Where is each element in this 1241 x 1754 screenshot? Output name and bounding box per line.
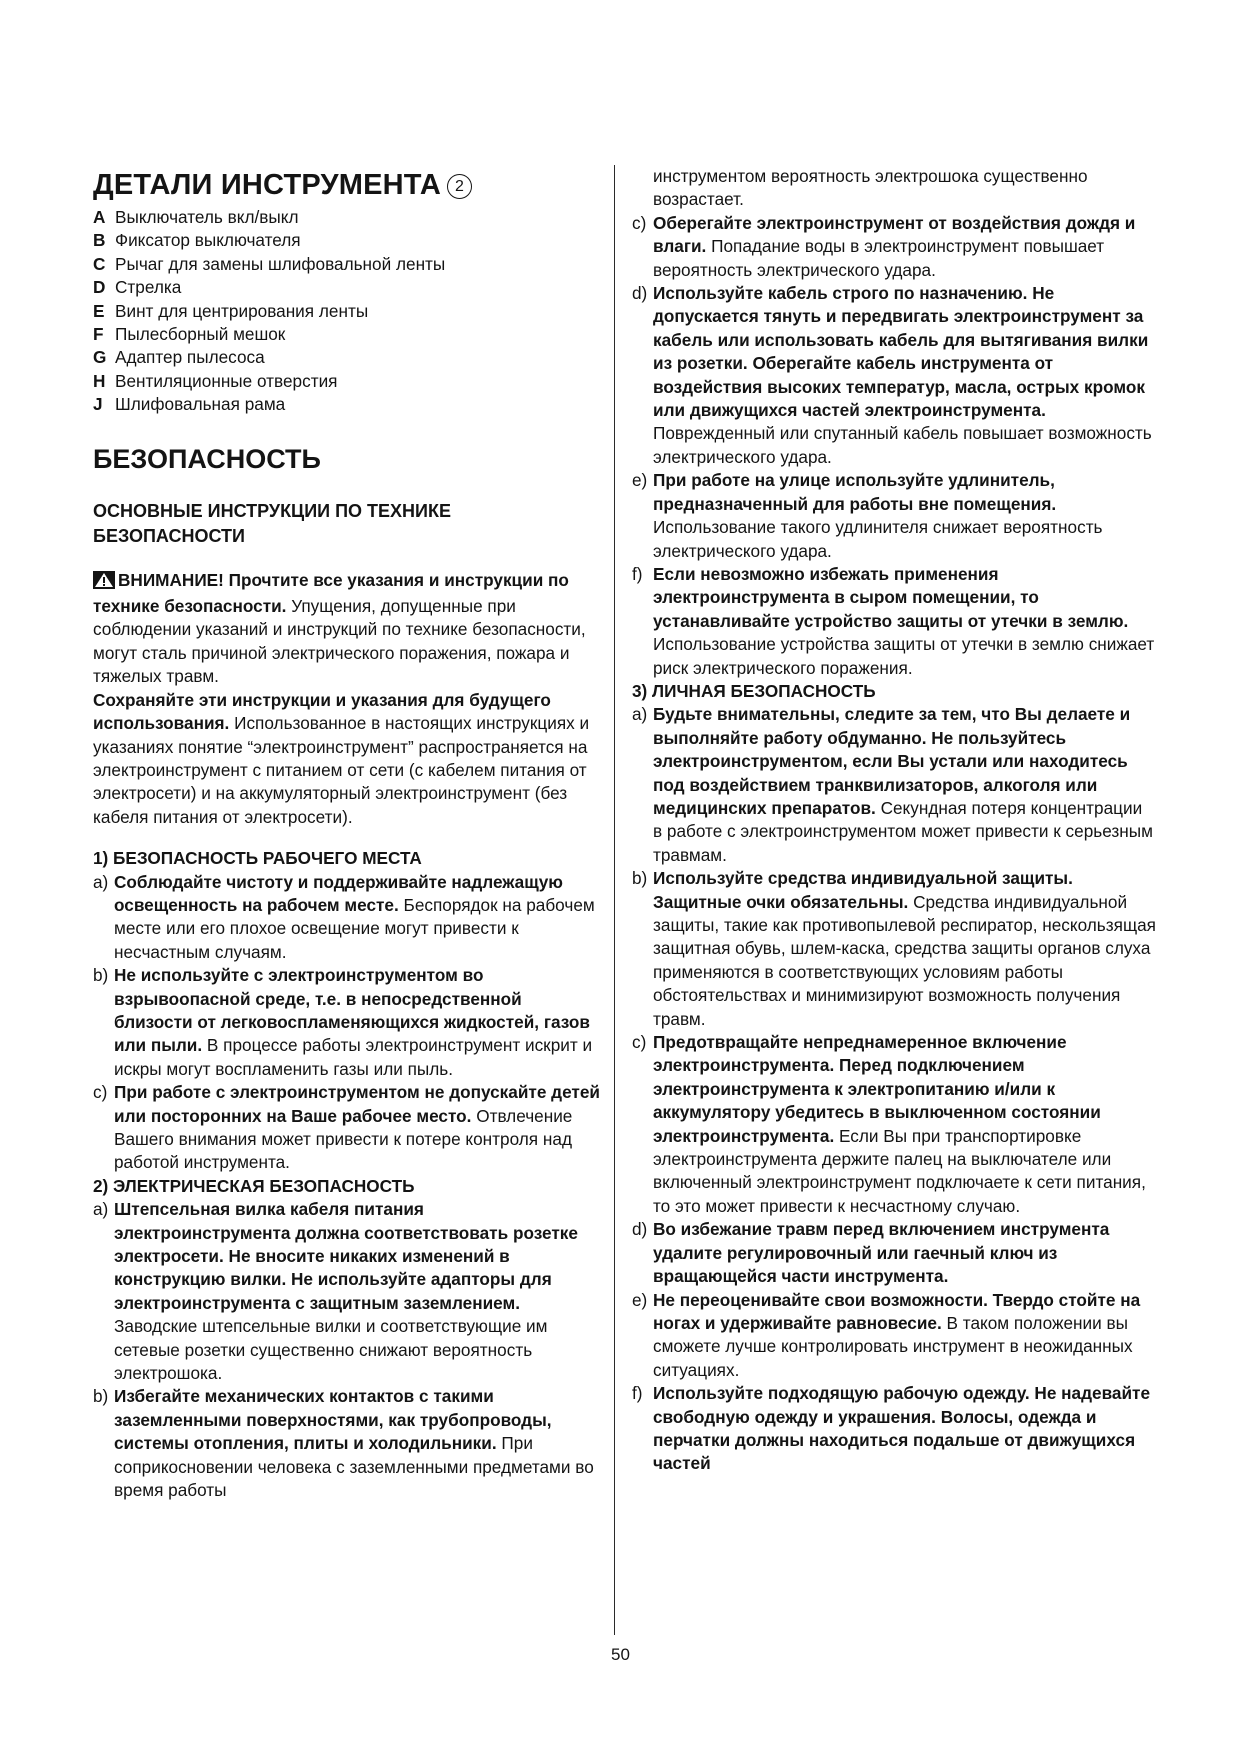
section-heading-personal: 3) ЛИЧНАЯ БЕЗОПАСНОСТЬ	[632, 680, 876, 701]
list-item: f) Используйте подходящую рабочую одежду. Не надевайте свободную одежду и украшения. Волосы, одежда и перчатки должны находиться подальше от движущихся частей	[632, 1383, 1151, 1474]
list-item: b) Используйте средства индивидуальной защиты. Защитные очки обязательны. Средства индивидуальной защиты, такие как противопылевой респиратор, нескользящая защитная обувь, шлем-каска, средства защиты органов слуха применяются в соответствующих условиям работы обстоятельствах и минимизируют возможность получения травм.	[632, 868, 1156, 1029]
part-item	[93, 300, 605, 323]
list-item: c) При работе с электроинструментом не допускайте детей или посторонних на Ваше рабочее место. Отвлечение Вашего внимания может привести к потере контроля над работой инструмента.	[93, 1082, 600, 1173]
section-heading-electrical: 2) ЭЛЕКТРИЧЕСКАЯ БЕЗОПАСНОСТЬ	[93, 1175, 415, 1196]
part-label: Адаптер пылесоса	[115, 347, 265, 368]
right-column	[632, 165, 1156, 1476]
list-item: c) Оберегайте электроинструмент от воздействия дождя и влаги. Попадание воды в электроинструмент повышает вероятность электрического удара.	[632, 212, 1136, 280]
list-item: a) Будьте внимательны, следите за тем, что Вы делаете и выполняйте работу обдуманно. Не пользуйтесь электроинструментом, если Вы устали или находитесь под воздействием транквилизаторов, алкоголя или медицинских препаратов. Секундная потеря концентрации в работе с электроинструментом может привести к серьезным травмам.	[632, 704, 1153, 865]
warning-paragraph: ВНИМАНИЕ! Прочтите все указания и инструкции по технике безопасности. Упущения, допущенные при соблюдении указаний и инструкций по технике безопасности, могут сталь причиной электрического поражения, пожара и тяжелых травм.	[93, 569, 586, 687]
part-key: E	[93, 300, 105, 321]
part-label: Вентиляционные отверстия	[115, 370, 338, 391]
list-item: b) Избегайте механических контактов с такими заземленными поверхностями, как трубопроводы, системы отопления, плиты и холодильники. При соприкосновении человека с заземленными предметами во время работы	[93, 1386, 594, 1501]
left-column	[93, 168, 605, 1503]
page-number: 50	[611, 1645, 630, 1664]
part-key: F	[93, 324, 104, 345]
part-key: A	[93, 207, 106, 227]
part-label: Рычаг для замены шлифовальной ленты	[115, 253, 446, 274]
part-label: Шлифовальная рама	[115, 394, 286, 415]
part-item	[93, 253, 605, 276]
list-item: c) Предотвращайте непреднамеренное включение электроинструмента. Перед подключением электроинструмента к электропитанию и/или к аккумулятору убедитесь в выключенном состоянии электроинструмента. Если Вы при транспортировке электроинструмента держите палец на выключателе или включенный электроинструмент подключаете к сети питания, то это может привести к несчастному случаю.	[632, 1032, 1146, 1216]
list-item: e) Не переоценивайте свои возможности. Твердо стойте на ногах и удерживайте равновесие. В таком положении вы сможете лучше контролировать инструмент в неожиданных ситуациях.	[632, 1289, 1141, 1380]
list-item: d) Во избежание травм перед включением инструмента удалите регулировочный или гаечный ключ из вращающейся части инструмента.	[632, 1219, 1110, 1287]
warning-triangle-icon	[93, 571, 115, 595]
continuation-text: инструментом вероятность электрошока существенно возрастает.	[653, 166, 1088, 210]
part-item	[93, 346, 605, 369]
keep-instructions-paragraph: Сохраняйте эти инструкции и указания для будущего использования. Использованное в настоящих инструкциях и указаниях понятие “электроинструмент” распространяется на электроинструмент с питанием от сети (с кабелем питания от электросети) и на аккумуляторный электроинструмент (без кабеля питания от электросети).	[93, 689, 590, 827]
part-key: C	[93, 253, 106, 274]
part-key: G	[93, 347, 107, 368]
part-item	[93, 323, 605, 346]
part-key: H	[93, 370, 106, 391]
safety-subtitle: ОСНОВНЫЕ ИНСТРУКЦИИ ПО ТЕХНИКЕ БЕЗОПАСНОСТИ	[93, 500, 451, 546]
list-item: d) Используйте кабель строго по назначению. Не допускается тянуть и передвигать электроинструмент за кабель или использовать кабель для вытягивания вилки из розетки. Оберегайте кабель инструмента от воздействия высоких температур, масла, острых кромок или движущихся частей электроинструмента. Поврежденный или спутанный кабель повышает возможность электрического удара.	[632, 283, 1152, 467]
safety-title: БЕЗОПАСНОСТЬ	[93, 443, 321, 474]
parts-list	[93, 206, 605, 417]
part-item	[93, 276, 605, 299]
list-item: b) Не используйте с электроинструментом во взрывоопасной среде, т.е. в непосредственной близости от легковоспламеняющихся жидкостей, газов или пыли. В процессе работы электроинструмент искрит и искры могут воспламенить газы или пыль.	[93, 965, 593, 1079]
column-divider	[614, 165, 615, 1635]
list-item: f) Если невозможно избежать применения электроинструмента в сыром помещении, то устанавливайте устройство защиты от утечки в землю. Использование устройства защиты от утечки в землю снижает риск электрического поражения.	[632, 563, 1155, 678]
part-item	[93, 206, 605, 229]
figure-ref-badge: 2	[447, 174, 472, 199]
part-key: B	[93, 230, 106, 251]
list-item: e) При работе на улице используйте удлинитель, предназначенный для работы вне помещения. Использование такого удлинителя снижает вероятность электрического удара.	[632, 470, 1103, 561]
section-heading-work-area: 1) БЕЗОПАСНОСТЬ РАБОЧЕГО МЕСТА	[93, 848, 422, 869]
parts-title: ДЕТАЛИ ИНСТРУМЕНТА 2	[93, 168, 605, 202]
part-label: Винт для центрирования ленты	[115, 300, 369, 321]
part-label: Стрелка	[115, 277, 182, 298]
part-item	[93, 229, 605, 252]
part-item	[93, 393, 605, 416]
list-item: a) Соблюдайте чистоту и поддерживайте надлежащую освещенность на рабочем месте. Беспорядок на рабочем месте или его плохое освещение могут привести к несчастным случаям.	[93, 871, 595, 962]
part-label: Выключатель вкл/выкл	[115, 207, 299, 227]
part-label: Пылесборный мешок	[115, 324, 286, 345]
list-item: a) Штепсельная вилка кабеля питания электроинструмента должна соответствовать розетке электросети. Не вносите никаких изменений в конструкцию вилки. Не используйте адапторы для электроинструмента с защитным заземлением. Заводские штепсельные вилки и соответствующие им сетевые розетки существенно снижают вероятность электрошока.	[93, 1199, 578, 1384]
part-key: D	[93, 277, 106, 298]
part-label: Фиксатор выключателя	[115, 230, 301, 251]
part-item	[93, 370, 605, 393]
part-key: J	[93, 394, 103, 415]
